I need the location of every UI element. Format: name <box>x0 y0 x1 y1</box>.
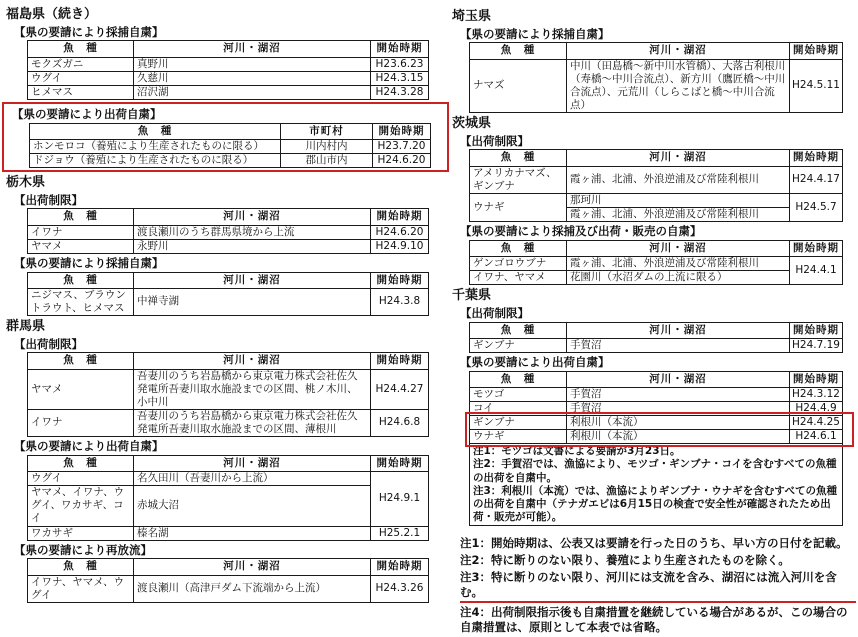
column-header: 魚 種 <box>28 272 134 288</box>
data-table <box>27 558 429 602</box>
column-header: 魚 種 <box>28 559 134 575</box>
table-cell: 名久田川（吾妻川から上流） <box>134 472 371 486</box>
column-header: 河川・湖沼 <box>134 41 371 57</box>
column-header: 河川・湖沼 <box>134 455 371 471</box>
table-cell: H24.3.28 <box>371 85 429 99</box>
column-header: 河川・湖沼 <box>567 322 790 338</box>
table-cell: ゲンゴロウブナ <box>470 256 567 270</box>
data-table <box>469 322 843 353</box>
table-row <box>470 401 843 415</box>
table-cell: ギンブナ <box>470 416 567 430</box>
table-cell: H24.9.10 <box>371 239 429 253</box>
table-note-line: 注2：手賀沼では、漁協により、モツゴ・ギンブナ・コイを含むすべての魚種の出荷を自粛中。 <box>473 458 837 484</box>
table-cell: ヤマメ <box>28 369 134 409</box>
table-saitama-capture <box>469 42 856 113</box>
table-row <box>470 271 843 285</box>
category-label: 【県の要請により出荷自粛】 <box>460 354 610 369</box>
table-cell: H24.3.12 <box>790 387 843 401</box>
column-header: 魚 種 <box>28 353 134 369</box>
column-header: 開始時期 <box>790 371 843 387</box>
data-table <box>469 42 843 113</box>
column-header: 河川・湖沼 <box>567 371 790 387</box>
column-header: 河川・湖沼 <box>567 150 790 166</box>
table-cell: 手賀沼 <box>567 401 790 415</box>
column-header: 開始時期 <box>373 123 431 139</box>
table-header-row <box>28 272 429 288</box>
column-header: 開始時期 <box>371 41 429 57</box>
column-header: 魚 種 <box>470 43 567 59</box>
table-header-row <box>28 209 429 225</box>
table-cell: H23.6.23 <box>371 57 429 71</box>
table-header-row <box>30 123 431 139</box>
table-row <box>28 526 429 540</box>
column-header: 開始時期 <box>790 322 843 338</box>
gunma-section <box>6 319 447 603</box>
table-cell: 霞ヶ浦、北浦、外浪逆浦及び常陸利根川 <box>567 256 790 270</box>
table-cell: イワナ <box>28 225 134 239</box>
table-cell: ヤマメ、イワナ、ウグイ、ワカサギ、コイ <box>28 486 134 526</box>
table-cell: 赤城大沼 <box>134 486 371 526</box>
table-header-row <box>470 150 843 166</box>
table-cell: ナマズ <box>470 59 567 113</box>
column-header: 魚 種 <box>30 123 281 139</box>
table-cell: H23.7.20 <box>373 139 431 153</box>
footnote-4: 注4：出荷制限指示後も自粛措置を継続している場合があるが、この場合の自粛措置は、原則として本表では省略。 <box>460 604 848 634</box>
column-header: 開始時期 <box>790 43 843 59</box>
table-cell: H24.4.9 <box>790 401 843 415</box>
table-fukushima-shipping <box>29 123 441 168</box>
table-cell: モツゴ <box>470 387 567 401</box>
table-cell: 手賀沼 <box>567 338 790 352</box>
column-header: 開始時期 <box>790 150 843 166</box>
table-cell: 郡山市内 <box>281 153 373 167</box>
table-header-row <box>28 353 429 369</box>
tochigi-section <box>6 175 447 316</box>
table-cell: 吾妻川のうち岩島橋から東京電力株式会社佐久発電所吾妻川取水施設までの区間、薄根川 <box>134 409 371 436</box>
table-cell: 沼沢湖 <box>134 85 371 99</box>
prefecture-heading-saitama: 埼玉県 <box>452 9 492 24</box>
table-cell: 中禅寺湖 <box>134 288 371 315</box>
column-header: 開始時期 <box>371 455 429 471</box>
table-gunma-shipping <box>27 455 447 541</box>
table-header-row <box>470 240 843 256</box>
table-cell: イワナ、ヤマメ、ウグイ <box>28 575 134 602</box>
column-header: 開始時期 <box>371 559 429 575</box>
category-label: 【県の要請により採捕自粛】 <box>14 24 164 39</box>
column-header: 河川・湖沼 <box>134 209 371 225</box>
column-header: 魚 種 <box>28 209 134 225</box>
table-row <box>470 59 843 113</box>
table-cell: H25.2.1 <box>371 526 429 540</box>
table-cell: 霞ヶ浦、北浦、外浪逆浦及び常陸利根川 <box>567 207 790 221</box>
column-header: 開始時期 <box>371 353 429 369</box>
chiba-section <box>452 288 856 526</box>
data-table <box>27 208 429 253</box>
category-label: 【県の要請により採捕及び出荷・販売の自粛】 <box>460 224 702 239</box>
table-cell: H24.6.8 <box>371 409 429 436</box>
table-notes-row <box>470 444 843 526</box>
table-cell: ウグイ <box>28 71 134 85</box>
prefecture-heading-ibaraki: 茨城県 <box>452 116 492 132</box>
table-row <box>470 416 843 430</box>
table-cell: コイ <box>470 401 567 415</box>
table-cell: 渡良瀬川のうち群馬県境から上流 <box>134 225 371 239</box>
table-tochigi-restriction <box>27 208 447 253</box>
table-header-row <box>470 322 843 338</box>
table-cell: アメリカナマズ、ギンブナ <box>470 166 567 193</box>
column-header: 開始時期 <box>371 272 429 288</box>
prefecture-heading-fukushima: 福島県（続き） <box>6 7 98 22</box>
table-cell: 那珂川 <box>567 193 790 207</box>
column-header: 開始時期 <box>371 209 429 225</box>
table-row <box>470 387 843 401</box>
prefecture-heading-chiba: 千葉県 <box>452 288 492 304</box>
table-row <box>30 153 431 167</box>
table-row <box>470 166 843 193</box>
table-note-line: 注1：モツゴは文書による要請が3月23日。 <box>473 445 681 458</box>
column-header: 開始時期 <box>790 240 843 256</box>
table-cell: H24.5.11 <box>790 59 843 113</box>
table-cell: 榛名湖 <box>134 526 371 540</box>
category-label: 【出荷制限】 <box>460 305 529 320</box>
column-header: 魚 種 <box>470 150 567 166</box>
table-chiba-restriction <box>469 322 856 353</box>
table-cell: ヤマメ <box>28 239 134 253</box>
table-cell: ヒメマス <box>28 85 134 99</box>
category-label: 【出荷制限】 <box>14 192 83 207</box>
category-label: 【出荷制限】 <box>14 336 83 351</box>
left-column <box>6 4 447 605</box>
table-cell: 霞ヶ浦、北浦、外浪逆浦及び常陸利根川 <box>567 166 790 193</box>
table-cell: H24.4.25 <box>790 416 843 430</box>
category-label: 【県の要請により出荷自粛】 <box>14 439 164 454</box>
table-row <box>28 409 429 436</box>
category-label: 【県の要請により出荷自粛】 <box>12 106 162 121</box>
data-table <box>29 123 431 168</box>
table-gunma-restriction <box>27 352 447 437</box>
ibaraki-section <box>452 116 856 285</box>
table-cell: 利根川（本流） <box>567 430 790 444</box>
footnote-3-red-underlined: 注3：特に断りのない限り、河川には支流を含み、湖沼には流入河川を含む。 <box>460 570 856 603</box>
table-header-row <box>28 559 429 575</box>
table-cell: 久慈川 <box>134 71 371 85</box>
table-cell: イワナ、ヤマメ <box>470 271 567 285</box>
table-header-row <box>470 371 843 387</box>
table-row <box>470 256 843 270</box>
table-note-line: 注3：利根川（本流）では、漁協によりギンブナ・ウナギを含むすべての魚種の出荷を自粛中（テナガエビは6月15日の検査で安全性が確認されたため出荷・販売が可能）。 <box>473 484 837 523</box>
table-row <box>28 288 429 315</box>
table-cell: 真野川 <box>134 57 371 71</box>
table-row <box>28 486 429 526</box>
table-cell: ニジマス、ブラウントラウト、ヒメマス <box>28 288 134 315</box>
category-label: 【県の要請により採捕自粛】 <box>14 255 164 270</box>
table-row <box>470 338 843 352</box>
table-ibaraki-restriction <box>469 149 856 222</box>
table-row <box>30 139 431 153</box>
table-cell: H24.6.20 <box>373 153 431 167</box>
data-table <box>469 149 843 222</box>
table-cell: H24.6.1 <box>790 430 843 444</box>
table-cell: H24.3.15 <box>371 71 429 85</box>
column-header: 河川・湖沼 <box>567 43 790 59</box>
red-annotation-box-fukushima <box>2 102 449 172</box>
saitama-section <box>452 9 856 113</box>
category-label: 【県の要請により再放流】 <box>14 542 152 557</box>
table-tochigi-capture <box>27 272 447 316</box>
table-cell: モクズガニ <box>28 57 134 71</box>
table-row <box>28 85 429 99</box>
footnote-1: 注1：開始時期は、公表又は要請を行った日のうち、早い方の日付を記載。 <box>460 536 848 551</box>
table-fukushima-capture <box>27 40 447 100</box>
table-cell: H24.4.17 <box>790 166 843 193</box>
table-cell: 中川（田島橋～新中川水管橋）、大落古利根川（寿橋～中川合流点）、新方川（鷹匠橋～中川合流点）、元荒川（しらこばと橋～中川合流点） <box>567 59 790 113</box>
table-row <box>470 430 843 444</box>
table-cell: ワカサギ <box>28 526 134 540</box>
table-cell: 渡良瀬川（高津戸ダム下流端から上流） <box>134 575 371 602</box>
table-row <box>470 193 843 207</box>
table-cell: ウナギ <box>470 193 567 221</box>
table-row <box>28 71 429 85</box>
column-header: 魚 種 <box>470 240 567 256</box>
table-cell: イワナ <box>28 409 134 436</box>
table-cell: 吾妻川のうち岩島橋から東京電力株式会社佐久発電所吾妻川取水施設までの区間、桃ノ木川、小中川 <box>134 369 371 409</box>
data-table <box>469 240 843 285</box>
table-cell: H24.3.8 <box>371 288 429 315</box>
table-header-row <box>28 455 429 471</box>
table-cell: ドジョウ（養殖により生産されたものに限る） <box>30 153 281 167</box>
table-cell: ギンブナ <box>470 338 567 352</box>
column-header: 河川・湖沼 <box>134 353 371 369</box>
table-cell: H24.4.27 <box>371 369 429 409</box>
table-gunma-release <box>27 558 447 602</box>
column-header: 河川・湖沼 <box>134 272 371 288</box>
table-header-row <box>28 41 429 57</box>
table-row <box>28 575 429 602</box>
column-header: 魚 種 <box>470 322 567 338</box>
table-ibaraki-capture-sale <box>469 240 856 285</box>
table-row <box>28 472 429 486</box>
table-cell: 川内村内 <box>281 139 373 153</box>
table-cell: 永野川 <box>134 239 371 253</box>
column-header: 魚 種 <box>28 41 134 57</box>
column-header: 魚 種 <box>470 371 567 387</box>
table-row <box>28 225 429 239</box>
data-table <box>27 272 429 316</box>
table-cell: 手賀沼 <box>567 387 790 401</box>
data-table <box>27 455 429 541</box>
table-cell: H24.5.7 <box>790 193 843 221</box>
prefecture-heading-gunma: 群馬県 <box>6 319 46 334</box>
table-cell: H24.7.19 <box>790 338 843 352</box>
table-header-row <box>470 43 843 59</box>
footnotes-block <box>460 536 856 635</box>
table-row <box>28 369 429 409</box>
table-cell: H24.6.20 <box>371 225 429 239</box>
table-cell: ホンモロコ（養殖により生産されたものに限る） <box>30 139 281 153</box>
data-table <box>469 371 843 526</box>
category-label: 【県の要請により採捕自粛】 <box>460 26 610 41</box>
column-header: 市町村 <box>281 123 373 139</box>
table-cell: ウグイ <box>28 472 134 486</box>
table-cell: ウナギ <box>470 430 567 444</box>
fukushima-section <box>6 7 447 172</box>
table-cell: H24.4.1 <box>790 256 843 284</box>
column-header: 魚 種 <box>28 455 134 471</box>
table-row <box>28 239 429 253</box>
table-cell: 花園川（水沼ダムの上流に限る） <box>567 271 790 285</box>
footnote-2: 注2：特に断りのない限り、養殖により生産されたものを除く。 <box>460 552 790 567</box>
column-header: 河川・湖沼 <box>134 559 371 575</box>
table-cell: H24.9.1 <box>371 472 429 527</box>
column-header: 河川・湖沼 <box>567 240 790 256</box>
prefecture-heading-tochigi: 栃木県 <box>6 175 46 191</box>
right-column <box>452 6 856 637</box>
data-table <box>27 40 429 100</box>
table-row <box>28 57 429 71</box>
table-cell: 利根川（本流） <box>567 416 790 430</box>
table-cell: H24.3.26 <box>371 575 429 602</box>
table-notes-cell <box>470 444 843 526</box>
data-table <box>27 352 429 437</box>
category-label: 【出荷制限】 <box>460 133 529 148</box>
table-chiba-shipping <box>469 371 856 526</box>
